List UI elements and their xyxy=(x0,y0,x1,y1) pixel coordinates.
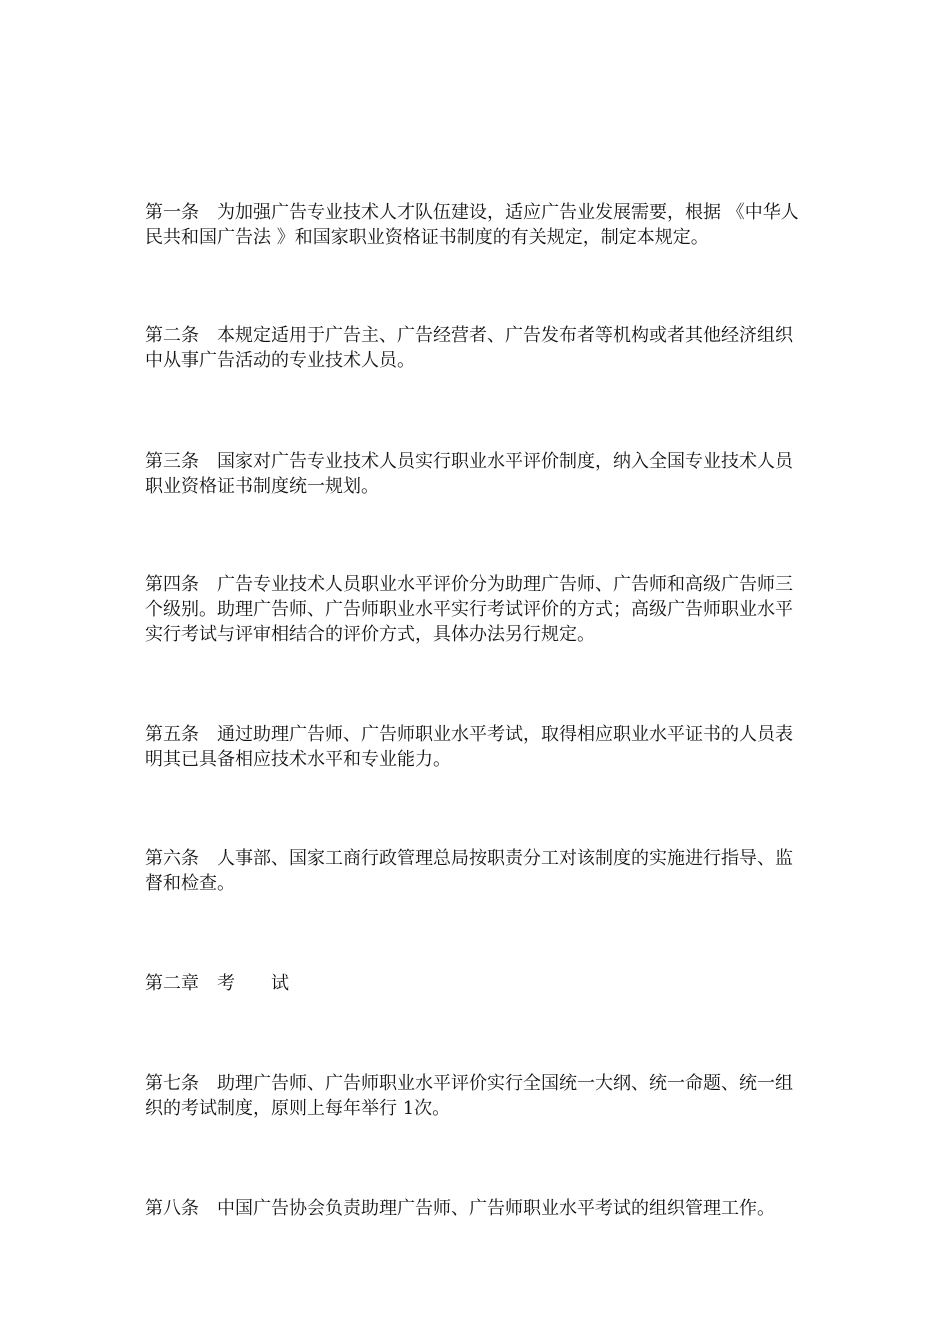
article-label: 第三条 xyxy=(145,451,199,472)
article-text: 为加强广告专业技术人才队伍建设，适应广告业发展需要，根据 《中华人民共和国广告法 》和国家职业资格证书制度的有关规定，制定本规定。 xyxy=(145,202,799,248)
article-label: 第四条 xyxy=(145,574,199,595)
article-6 xyxy=(145,846,810,896)
article-label: 第一条 xyxy=(145,202,199,223)
article-label: 第二条 xyxy=(145,325,199,346)
article-label: 第六条 xyxy=(145,848,199,869)
article-text: 通过助理广告师、广告师职业水平考试，取得相应职业水平证书的人员表明其已具备相应技术水平和专业能力。 xyxy=(145,724,793,770)
article-3 xyxy=(145,449,810,499)
article-8 xyxy=(145,1196,810,1221)
article-label: 第八条 xyxy=(145,1198,199,1219)
article-label: 第七条 xyxy=(145,1073,199,1094)
article-5 xyxy=(145,722,810,772)
article-2 xyxy=(145,323,810,373)
article-text: 助理广告师、广告师职业水平评价实行全国统一大纲、统一命题、统一组织的考试制度，原则上每年举行 1次。 xyxy=(145,1073,793,1119)
chapter-label: 第二章 xyxy=(145,973,199,994)
article-text: 广告专业技术人员职业水平评价分为助理广告师、广告师和高级广告师三个级别。助理广告师、广告师职业水平实行考试评价的方式；高级广告师职业水平实行考试与评审相结合的评价方式，具体办法另行规定。 xyxy=(145,574,793,645)
article-7 xyxy=(145,1071,810,1121)
article-text: 国家对广告专业技术人员实行职业水平评价制度，纳入全国专业技术人员职业资格证书制度统一规划。 xyxy=(145,451,793,497)
article-label: 第五条 xyxy=(145,724,199,745)
article-1 xyxy=(145,200,810,250)
article-text: 中国广告协会负责助理广告师、广告师职业水平考试的组织管理工作。 xyxy=(217,1198,775,1219)
chapter-heading xyxy=(145,971,289,996)
article-text: 本规定适用于广告主、广告经营者、广告发布者等机构或者其他经济组织中从事广告活动的专业技术人员。 xyxy=(145,325,793,371)
chapter-title: 考 试 xyxy=(217,973,289,994)
article-4 xyxy=(145,572,810,647)
article-text: 人事部、国家工商行政管理总局按职责分工对该制度的实施进行指导、监督和检查。 xyxy=(145,848,793,894)
